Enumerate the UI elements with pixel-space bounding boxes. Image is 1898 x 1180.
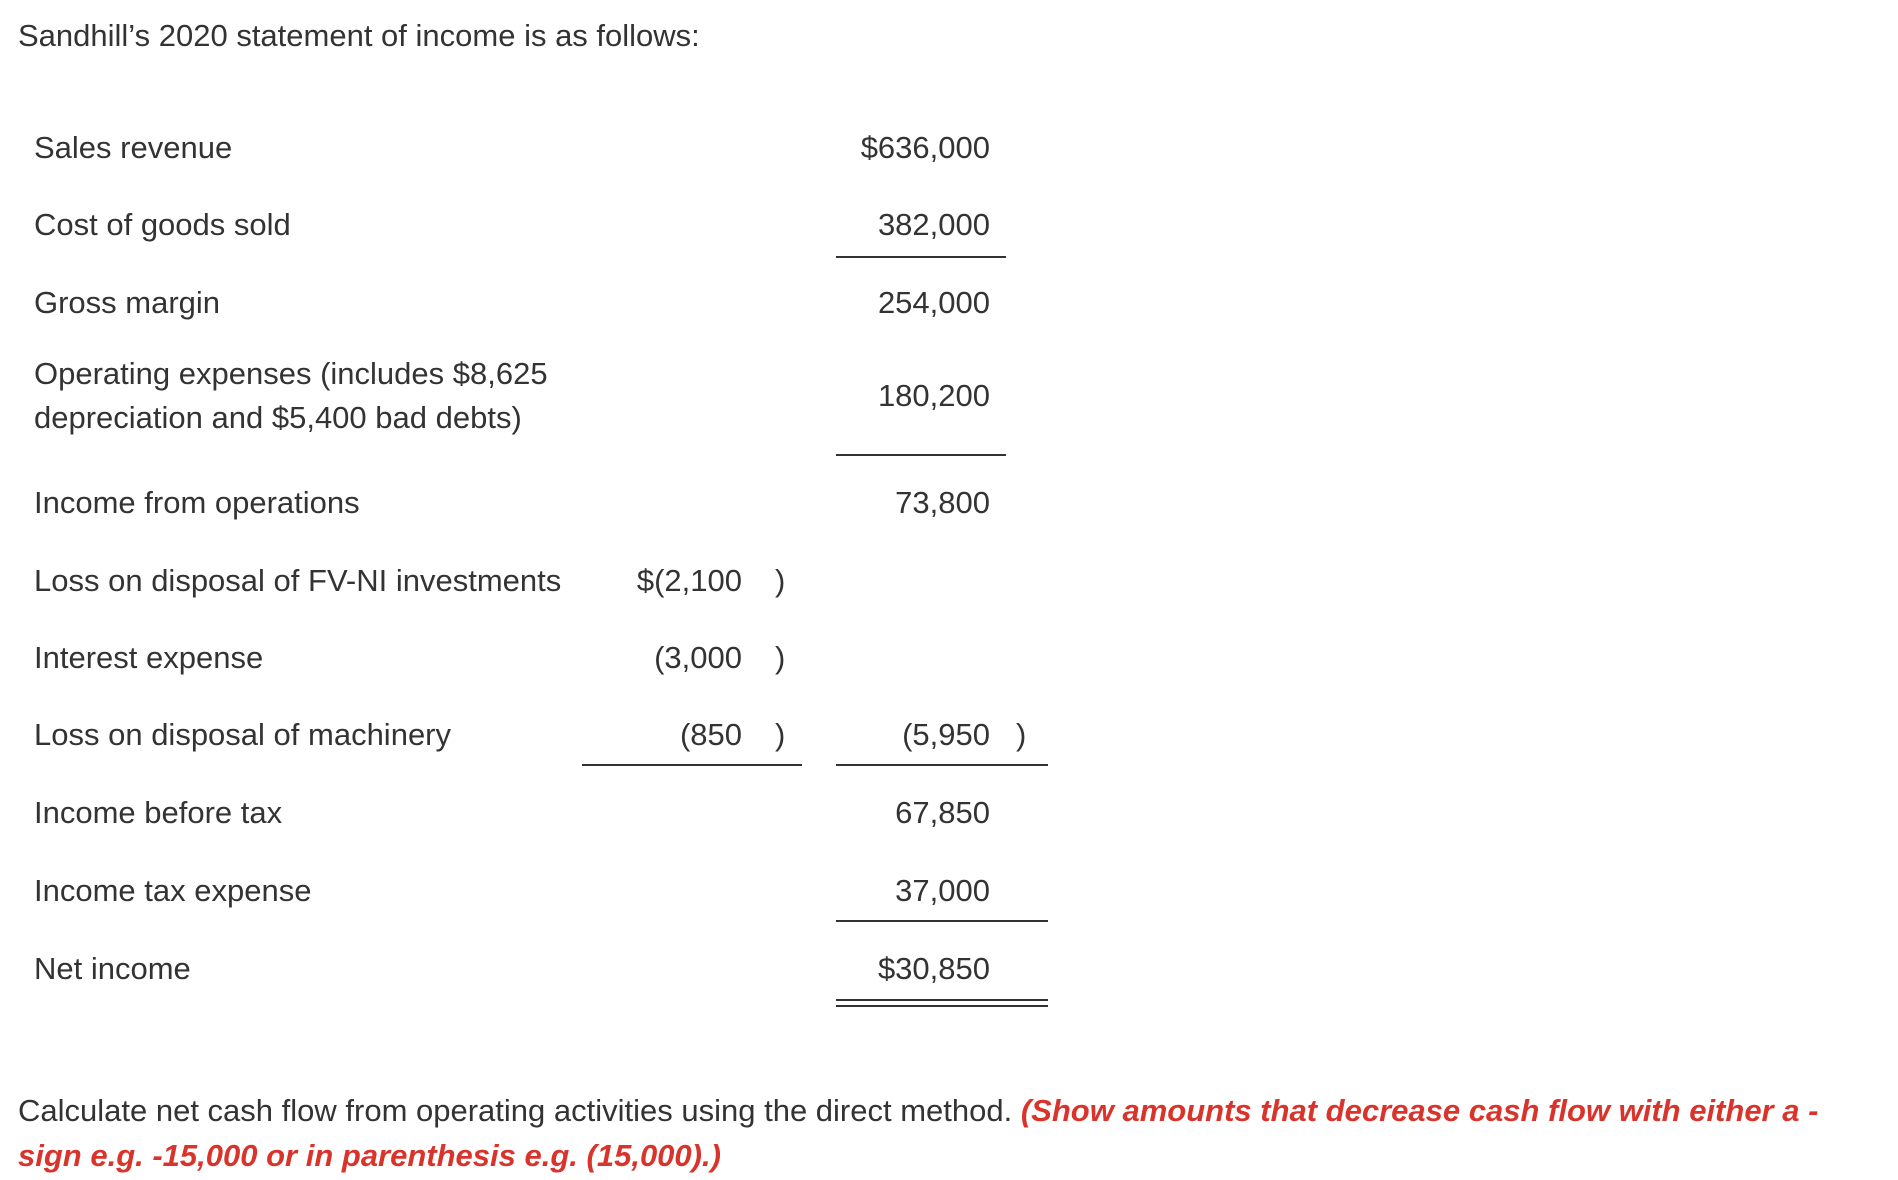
statement-row-interest-expense	[0, 626, 1898, 696]
row-amount: (5,950	[902, 717, 990, 752]
subtotal-rule	[582, 764, 802, 766]
instructions-hint: (Show amounts that decrease cash flow with either a - sign e.g. -15,000 or in parenthesis e.g. (15,000).)	[18, 1093, 1819, 1173]
row-amount: 180,200	[877, 378, 990, 413]
intro-text: Sandhill’s 2020 statement of income is as follows:	[18, 18, 700, 53]
row-amount: 254,000	[877, 285, 990, 320]
statement-row-loss-on-machinery	[0, 703, 1898, 773]
row-sub-amount: (850	[679, 717, 742, 752]
row-label: Sales revenue	[34, 130, 233, 165]
row-sub-amount: (3,000	[654, 640, 742, 675]
closing-parenthesis: )	[775, 640, 786, 675]
row-label: Loss on disposal of machinery	[34, 717, 452, 752]
instructions-text: Calculate net cash flow from operating activities using the direct method.	[18, 1093, 1013, 1128]
row-label: Cost of goods sold	[34, 207, 291, 242]
row-label: Interest expense	[34, 640, 264, 675]
subtotal-rule	[836, 454, 1006, 456]
double-rule-top	[836, 999, 1048, 1001]
statement-row-loss-on-fvni-investments	[0, 549, 1898, 619]
statement-row-income-tax-expense	[0, 859, 1898, 929]
statement-row-net-income	[0, 937, 1898, 1007]
statement-row-cost-of-goods-sold	[0, 193, 1898, 263]
closing-parenthesis: )	[775, 563, 786, 598]
statement-row-income-from-operations	[0, 471, 1898, 541]
closing-parenthesis: )	[1016, 717, 1027, 752]
row-amount: 37,000	[895, 873, 990, 908]
row-label: Income tax expense	[34, 873, 312, 908]
row-label: Gross margin	[34, 285, 221, 320]
row-sub-amount: $(2,100	[636, 563, 742, 598]
row-label-line-1: Operating expenses (includes $8,625	[34, 356, 548, 391]
row-label: Net income	[34, 951, 191, 986]
row-amount: $636,000	[860, 130, 990, 165]
statement-row-income-before-tax	[0, 781, 1898, 851]
row-amount: 73,800	[895, 485, 990, 520]
statement-row-gross-margin	[0, 271, 1898, 341]
subtotal-rule	[836, 920, 1048, 922]
row-label: Income from operations	[34, 485, 360, 520]
instructions	[18, 1088, 1878, 1178]
row-amount: 382,000	[877, 207, 990, 242]
subtotal-rule	[836, 764, 1048, 766]
closing-parenthesis: )	[775, 717, 786, 752]
row-amount: 67,850	[895, 795, 990, 830]
row-label: Loss on disposal of FV-NI investments	[34, 563, 562, 598]
row-label: Income before tax	[34, 795, 283, 830]
subtotal-rule	[836, 256, 1006, 258]
statement-row-sales-revenue	[0, 116, 1898, 186]
double-rule-bottom	[836, 1005, 1048, 1007]
row-amount: $30,850	[877, 951, 990, 986]
statement-row-operating-expenses	[0, 348, 1898, 448]
row-label-line-2: depreciation and $5,400 bad debts)	[34, 400, 522, 435]
